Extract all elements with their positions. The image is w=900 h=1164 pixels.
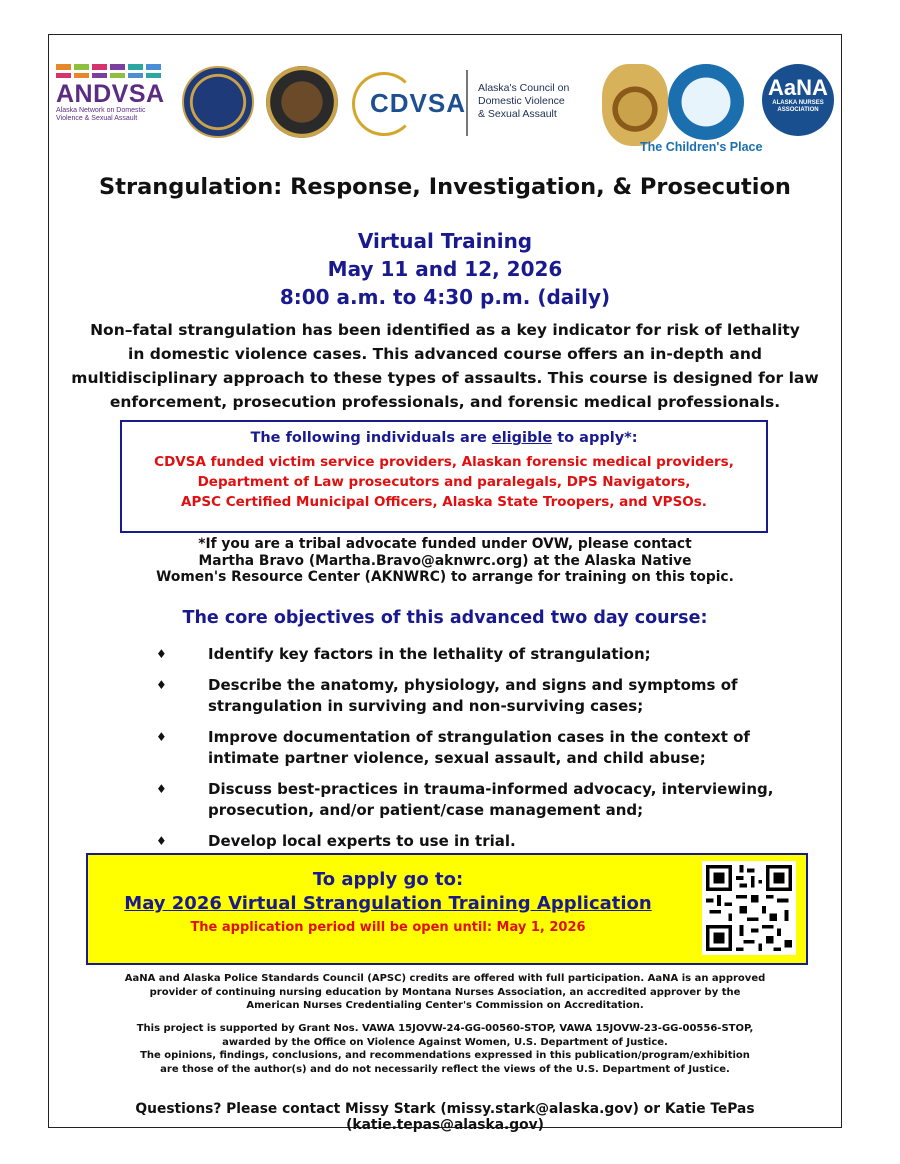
intro-paragraph: Non–fatal strangulation has been identified as a key indicator for risk of lethality in domestic violence cases. This advanced course offers an in-depth and multidisciplinary approach to these types of assaults. This course is designed for law enforcement, prosecution professionals, and forensic medical professionals. — [71, 321, 819, 411]
event-times: 8:00 a.m. to 4:30 p.m. (daily) — [279, 285, 611, 309]
childrens-place-name: The Children's Place — [640, 140, 763, 154]
eligibility-list: CDVSA funded victim service providers, Alaskan forensic medical providers, Department of Law prosecutors and paralegals, DPS Navigators, APSC Certified Municipal Officers, Alaska State Troopers, and VPSOs. — [154, 454, 734, 510]
aana-subtitle: ALASKA NURSES ASSOCIATION — [772, 100, 824, 113]
diamond-bullet-icon: ♦ — [156, 678, 167, 692]
eligibility-box — [120, 420, 768, 533]
dept-of-law-seal-icon — [182, 66, 254, 138]
tribal-advocate-note: *If you are a tribal advocate funded under OVW, please contact Martha Bravo (Martha.Bravo@aknwrc.org) at the Alaska Native Women's Resource Center (AKNWRC) to arrange for training on this topic. — [156, 536, 734, 585]
event-format: Virtual Training — [357, 229, 533, 253]
diamond-bullet-icon: ♦ — [156, 782, 167, 796]
diamond-bullet-icon: ♦ — [156, 647, 167, 661]
credits-note: AaNA and Alaska Police Standards Council (APSC) credits are offered with full participation. AaNA is an approved provider of continuing nursing education by Montana Nurses Association, an accredited approver by the American Nurses Credentialing Center's Commission on Accreditation. — [124, 973, 766, 1011]
grant-disclaimer: This project is supported by Grant Nos. VAWA 15JOVW-24-GG-00560-STOP, VAWA 15JOVW-23-GG-00556-STOP, awarded by the Office on Violence Against Women, U.S. Department of Justice. The opinions, findings, conclusions, and recommendations expressed in this publication/program/exhibition are those of the author(s) and do not necessarily reflect the views of the U.S. Department of Justice. — [136, 1023, 754, 1075]
aana-logo — [762, 64, 834, 136]
apply-box — [86, 853, 808, 965]
cdvsa-logo — [352, 68, 602, 140]
list-item: ♦ Improve documentation of strangulation cases in the context of intimate partner violence, sexual assault, and child abuse; — [156, 728, 750, 767]
event-info — [50, 227, 840, 311]
list-item: ♦ Discuss best-practices in trauma-informed advocacy, interviewing, prosecution, and/or patient/case management and; — [156, 780, 774, 819]
diamond-bullet-icon: ♦ — [156, 834, 167, 848]
andvsa-name: ANDVSA — [56, 80, 165, 108]
application-deadline: The application period will be open until: May 1, 2026 — [190, 920, 586, 935]
andvsa-logo — [56, 64, 174, 123]
objectives-heading: The core objectives of this advanced two day course: — [182, 608, 708, 628]
eligibility-heading: The following individuals are eligible to apply*: — [250, 430, 638, 446]
andvsa-subtitle: Alaska Network on Domestic Violence & Sexual Assault — [56, 107, 146, 122]
cdvsa-name: CDVSA — [370, 88, 467, 118]
objectives-list — [156, 644, 806, 862]
aana-name: AaNA — [768, 75, 828, 100]
diamond-bullet-icon: ♦ — [156, 730, 167, 744]
state-troopers-badge-icon — [602, 64, 668, 146]
childrens-place-logo-icon — [668, 64, 744, 140]
application-link[interactable]: May 2026 Virtual Strangulation Training Application — [124, 893, 652, 914]
qr-code-icon[interactable] — [702, 861, 796, 955]
list-item: ♦ Describe the anatomy, physiology, and signs and symptoms of strangulation in surviving and non-surviving cases; — [156, 676, 738, 715]
cdvsa-divider — [466, 70, 468, 136]
cdvsa-council-text: Alaska's Council on Domestic Violence & Sexual Assault — [478, 82, 570, 120]
logo-row — [56, 58, 836, 163]
page-title: Strangulation: Response, Investigation, & Prosecution — [99, 174, 791, 200]
apply-heading: To apply go to: — [312, 869, 464, 890]
police-standards-council-seal-icon — [266, 66, 338, 138]
list-item: ♦ Develop local experts to use in trial. — [156, 832, 516, 850]
list-item: ♦ Identify key factors in the lethality of strangulation; — [156, 645, 651, 663]
contact-line: Questions? Please contact Missy Stark (missy.stark@alaska.gov) or Katie TePas (katie.tepas@alaska.gov) — [135, 1101, 755, 1133]
event-dates: May 11 and 12, 2026 — [327, 257, 563, 281]
